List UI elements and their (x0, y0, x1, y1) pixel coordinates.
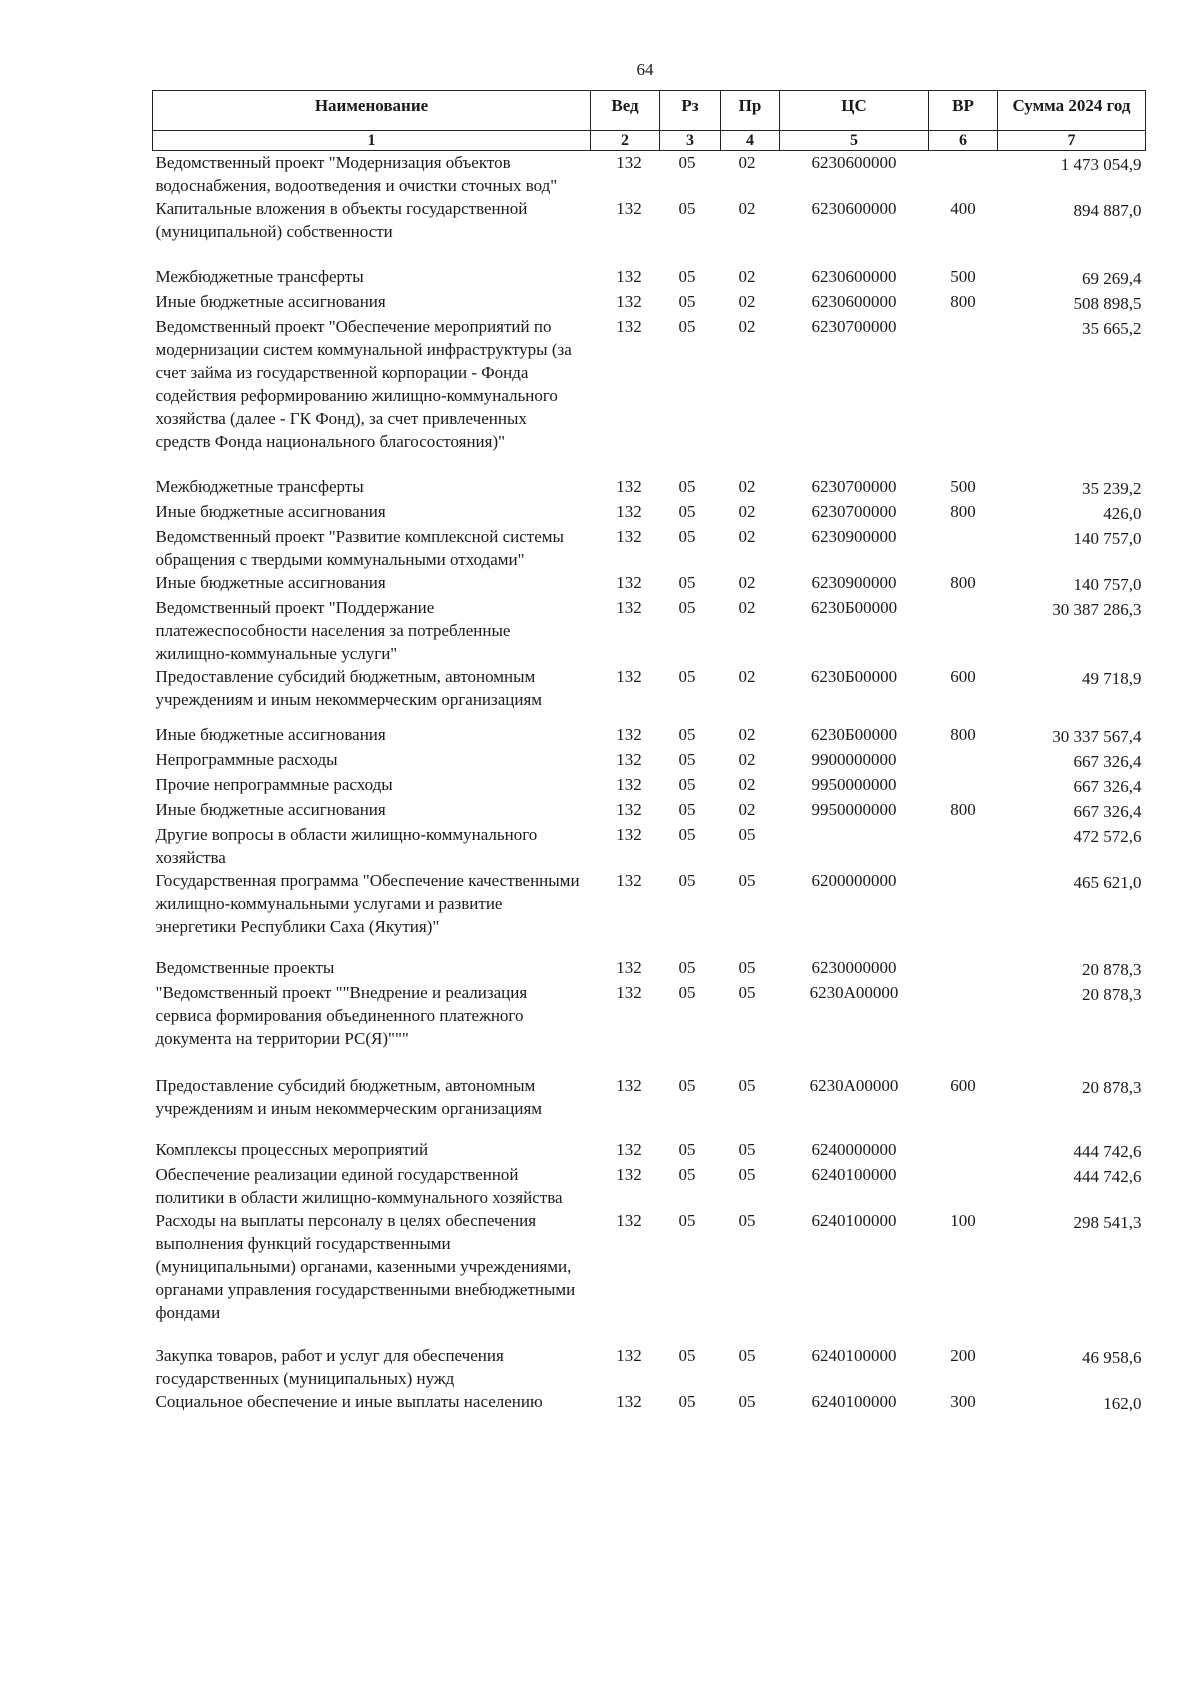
row-pr: 05 (738, 983, 756, 1002)
row-cs: 6230Б00000 (810, 667, 898, 686)
column-number: 4 (721, 131, 780, 151)
row-vr (929, 981, 998, 1074)
row-rz: 05 (678, 725, 696, 744)
row-pr: 05 (738, 1392, 756, 1411)
row-sum: 444 742,6 (1073, 1167, 1142, 1186)
row-pr: 02 (738, 725, 756, 744)
row-rz: 05 (678, 502, 696, 521)
row-cs: 6230700000 (811, 317, 897, 336)
row-rz: 05 (678, 983, 696, 1002)
row-rz: 05 (678, 267, 696, 286)
table-row (153, 525, 1146, 571)
row-name: Ведомственный проект "Обеспечение мероприятий по модернизации систем коммунальной инфраструктуры (за счет займа из государственной корпорации - Фонда содействия реформированию жилищно-коммунального хозяйства (далее - ГК Фонд), за счет привлеченных средств Фонда национального благосостояния)" (155, 317, 572, 451)
table-row (153, 723, 1146, 748)
row-vr (929, 315, 998, 475)
table-row (153, 981, 1146, 1074)
row-vr (929, 773, 998, 798)
row-sum: 508 898,5 (1073, 294, 1142, 313)
table-row (153, 869, 1146, 956)
row-name: Обеспечение реализации единой государственной политики в области жилищно-коммунального хозяйства (155, 1165, 563, 1207)
row-ved: 132 (616, 1165, 642, 1184)
row-sum: 1 473 054,9 (1060, 155, 1142, 174)
row-pr: 02 (738, 598, 756, 617)
row-ved: 132 (616, 1392, 642, 1411)
row-cs: 6230000000 (811, 958, 897, 977)
table-row (153, 315, 1146, 475)
row-vr (929, 869, 998, 956)
row-name: Межбюджетные трансферты (155, 267, 364, 286)
column-number: 7 (998, 131, 1146, 151)
table-row (153, 748, 1146, 773)
row-ved: 132 (616, 1211, 642, 1230)
header-rz: Рз (660, 91, 721, 131)
table-row (153, 1344, 1146, 1390)
row-vr (929, 748, 998, 773)
row-cs: 9900000000 (811, 750, 897, 769)
row-name: Ведомственные проекты (155, 958, 335, 977)
row-sum: 162,0 (1103, 1394, 1142, 1413)
row-cs: 9950000000 (811, 800, 897, 819)
row-ved: 132 (616, 199, 642, 218)
row-vr (929, 596, 998, 665)
row-vr: 100 (950, 1211, 976, 1230)
row-ved: 132 (616, 871, 642, 890)
row-pr: 02 (738, 477, 756, 496)
row-sum: 69 269,4 (1082, 269, 1142, 288)
table-header (153, 91, 1146, 151)
row-vr: 300 (950, 1392, 976, 1411)
row-vr: 400 (950, 199, 976, 218)
row-rz: 05 (678, 153, 696, 172)
row-rz: 05 (678, 317, 696, 336)
page-number: 64 (636, 60, 654, 79)
budget-table (152, 90, 1146, 1415)
row-ved: 132 (616, 983, 642, 1002)
row-sum: 465 621,0 (1073, 873, 1142, 892)
row-rz: 05 (678, 477, 696, 496)
row-ved: 132 (616, 958, 642, 977)
row-name: Иные бюджетные ассигнования (155, 502, 386, 521)
row-cs: 6230А00000 (809, 983, 899, 1002)
row-cs: 6230Б00000 (810, 598, 898, 617)
row-vr: 500 (950, 267, 976, 286)
row-rz: 05 (678, 598, 696, 617)
row-pr: 05 (738, 1211, 756, 1230)
row-ved: 132 (616, 1140, 642, 1159)
row-pr: 02 (738, 750, 756, 769)
row-name: Ведомственный проект "Поддержание платежеспособности населения за потребленные жилищно-коммунальные услуги" (155, 598, 511, 663)
row-sum: 35 665,2 (1082, 319, 1142, 338)
row-ved: 132 (616, 725, 642, 744)
row-rz: 05 (678, 871, 696, 890)
table-row (153, 1138, 1146, 1163)
row-rz: 05 (678, 825, 696, 844)
row-rz: 05 (678, 292, 696, 311)
row-sum: 20 878,3 (1082, 960, 1142, 979)
row-pr: 05 (738, 871, 756, 890)
row-vr: 800 (950, 573, 976, 592)
row-vr (929, 1163, 998, 1209)
row-ved: 132 (616, 667, 642, 686)
row-ved: 132 (616, 825, 642, 844)
row-vr: 800 (950, 292, 976, 311)
row-rz: 05 (678, 527, 696, 546)
row-vr (929, 525, 998, 571)
row-ved: 132 (616, 477, 642, 496)
row-vr: 600 (950, 667, 976, 686)
row-cs: 6230900000 (811, 573, 897, 592)
row-vr: 800 (950, 800, 976, 819)
row-pr: 02 (738, 292, 756, 311)
row-pr: 02 (738, 199, 756, 218)
row-ved: 132 (616, 573, 642, 592)
row-vr: 800 (950, 502, 976, 521)
row-cs: 6230Б00000 (810, 725, 898, 744)
header-ved: Вед (591, 91, 660, 131)
row-sum: 667 326,4 (1073, 777, 1142, 796)
row-pr: 02 (738, 317, 756, 336)
row-sum: 20 878,3 (1082, 1078, 1142, 1097)
row-vr: 600 (950, 1076, 976, 1095)
table-row (153, 151, 1146, 198)
row-name: Прочие непрограммные расходы (155, 775, 393, 794)
row-name: Ведомственный проект "Развитие комплексной системы обращения с твердыми коммунальными отходами" (155, 527, 564, 569)
row-vr (929, 823, 998, 869)
row-ved: 132 (616, 598, 642, 617)
row-pr: 02 (738, 667, 756, 686)
table-row (153, 1163, 1146, 1209)
table-row (153, 956, 1146, 981)
row-vr: 800 (950, 725, 976, 744)
row-sum: 46 958,6 (1082, 1348, 1142, 1367)
row-sum: 35 239,2 (1082, 479, 1142, 498)
row-rz: 05 (678, 800, 696, 819)
row-ved: 132 (616, 527, 642, 546)
row-name: Ведомственный проект "Модернизация объектов водоснабжения, водоотведения и очистки сточных вод" (155, 153, 558, 195)
row-vr (929, 1138, 998, 1163)
row-vr (929, 956, 998, 981)
row-name: Капитальные вложения в объекты государственной (муниципальной) собственности (155, 199, 528, 241)
row-pr: 05 (738, 958, 756, 977)
row-name: Иные бюджетные ассигнования (155, 573, 386, 592)
row-sum: 140 757,0 (1073, 575, 1142, 594)
row-name: Межбюджетные трансферты (155, 477, 364, 496)
column-number: 1 (153, 131, 591, 151)
row-rz: 05 (678, 1140, 696, 1159)
header-sum: Сумма 2024 год (998, 91, 1146, 131)
table-body (153, 151, 1146, 1416)
row-pr: 05 (738, 1165, 756, 1184)
table-row (153, 571, 1146, 596)
row-ved: 132 (616, 750, 642, 769)
table-row (153, 1209, 1146, 1344)
row-cs: 6230600000 (811, 267, 897, 286)
row-cs: 6240100000 (811, 1165, 897, 1184)
row-name: Непрограммные расходы (155, 750, 338, 769)
row-cs: 6240100000 (811, 1392, 897, 1411)
row-name: Иные бюджетные ассигнования (155, 725, 386, 744)
row-ved: 132 (616, 1076, 642, 1095)
row-rz: 05 (678, 775, 696, 794)
row-sum: 667 326,4 (1073, 752, 1142, 771)
row-sum: 30 387 286,3 (1052, 600, 1142, 619)
column-number: 3 (660, 131, 721, 151)
table-row (153, 500, 1146, 525)
header-vr: ВР (929, 91, 998, 131)
row-pr: 02 (738, 800, 756, 819)
row-cs (780, 823, 929, 869)
row-vr (929, 151, 998, 198)
row-cs: 6230700000 (811, 502, 897, 521)
column-number: 6 (929, 131, 998, 151)
row-name: Комплексы процессных мероприятий (155, 1140, 429, 1159)
row-rz: 05 (678, 573, 696, 592)
row-cs: 6230700000 (811, 477, 897, 496)
table-row (153, 773, 1146, 798)
table-row (153, 290, 1146, 315)
row-sum: 30 337 567,4 (1052, 727, 1142, 746)
column-number: 5 (780, 131, 929, 151)
row-ved: 132 (616, 317, 642, 336)
table-row (153, 1074, 1146, 1138)
header-pr: Пр (721, 91, 780, 131)
row-cs: 6200000000 (811, 871, 897, 890)
row-name: "Ведомственный проект ""Внедрение и реализация сервиса формирования объединенного платежного документа на территории РС(Я)""" (155, 983, 528, 1048)
row-vr: 200 (950, 1346, 976, 1365)
row-rz: 05 (678, 958, 696, 977)
row-sum: 667 326,4 (1073, 802, 1142, 821)
row-name: Иные бюджетные ассигнования (155, 800, 386, 819)
table-row (153, 596, 1146, 665)
row-sum: 426,0 (1103, 504, 1142, 523)
column-number: 2 (591, 131, 660, 151)
row-ved: 132 (616, 800, 642, 819)
table-row (153, 197, 1146, 265)
row-cs: 6240000000 (811, 1140, 897, 1159)
row-name: Закупка товаров, работ и услуг для обеспечения государственных (муниципальных) нужд (155, 1346, 504, 1388)
row-cs: 6230600000 (811, 153, 897, 172)
row-sum: 894 887,0 (1073, 201, 1142, 220)
table-row (153, 265, 1146, 290)
row-sum: 140 757,0 (1073, 529, 1142, 548)
row-sum: 20 878,3 (1082, 985, 1142, 1004)
row-pr: 02 (738, 153, 756, 172)
row-vr: 500 (950, 477, 976, 496)
row-cs: 6230900000 (811, 527, 897, 546)
row-cs: 9950000000 (811, 775, 897, 794)
row-ved: 132 (616, 267, 642, 286)
row-pr: 02 (738, 527, 756, 546)
row-sum: 444 742,6 (1073, 1142, 1142, 1161)
row-ved: 132 (616, 502, 642, 521)
row-pr: 05 (738, 1346, 756, 1365)
row-rz: 05 (678, 1392, 696, 1411)
row-sum: 49 718,9 (1082, 669, 1142, 688)
row-ved: 132 (616, 775, 642, 794)
row-rz: 05 (678, 1076, 696, 1095)
row-name: Предоставление субсидий бюджетным, автономным учреждениям и иным некоммерческим организациям (155, 1076, 543, 1118)
row-rz: 05 (678, 1165, 696, 1184)
table-row (153, 475, 1146, 500)
row-cs: 6240100000 (811, 1211, 897, 1230)
row-pr: 05 (738, 1076, 756, 1095)
row-ved: 132 (616, 153, 642, 172)
row-rz: 05 (678, 667, 696, 686)
row-cs: 6230600000 (811, 292, 897, 311)
row-cs: 6230600000 (811, 199, 897, 218)
header-cs: ЦС (780, 91, 929, 131)
table-row (153, 1390, 1146, 1415)
row-name: Социальное обеспечение и иные выплаты населению (155, 1392, 543, 1411)
table-row (153, 798, 1146, 823)
row-name: Государственная программа "Обеспечение качественными жилищно-коммунальными услугами и развитие энергетики Республики Саха (Якутия)" (155, 871, 580, 936)
row-rz: 05 (678, 1211, 696, 1230)
row-pr: 02 (738, 775, 756, 794)
header-name: Наименование (153, 91, 591, 131)
row-pr: 05 (738, 825, 756, 844)
row-name: Другие вопросы в области жилищно-коммунального хозяйства (155, 825, 538, 867)
row-name: Расходы на выплаты персоналу в целях обеспечения выполнения функций государственными (муниципальными) органами, казенными учреждениями, органами управления государственными внебюджетными фондами (155, 1211, 576, 1322)
row-sum: 298 541,3 (1073, 1213, 1142, 1232)
row-name: Предоставление субсидий бюджетным, автономным учреждениям и иным некоммерческим организациям (155, 667, 543, 709)
row-rz: 05 (678, 1346, 696, 1365)
row-sum: 472 572,6 (1073, 827, 1142, 846)
row-cs: 6230А00000 (809, 1076, 899, 1095)
row-pr: 02 (738, 573, 756, 592)
table-row (153, 665, 1146, 723)
row-pr: 02 (738, 267, 756, 286)
row-pr: 02 (738, 502, 756, 521)
table-row (153, 823, 1146, 869)
row-rz: 05 (678, 750, 696, 769)
row-cs: 6240100000 (811, 1346, 897, 1365)
row-ved: 132 (616, 292, 642, 311)
row-pr: 05 (738, 1140, 756, 1159)
row-ved: 132 (616, 1346, 642, 1365)
row-rz: 05 (678, 199, 696, 218)
row-name: Иные бюджетные ассигнования (155, 292, 386, 311)
